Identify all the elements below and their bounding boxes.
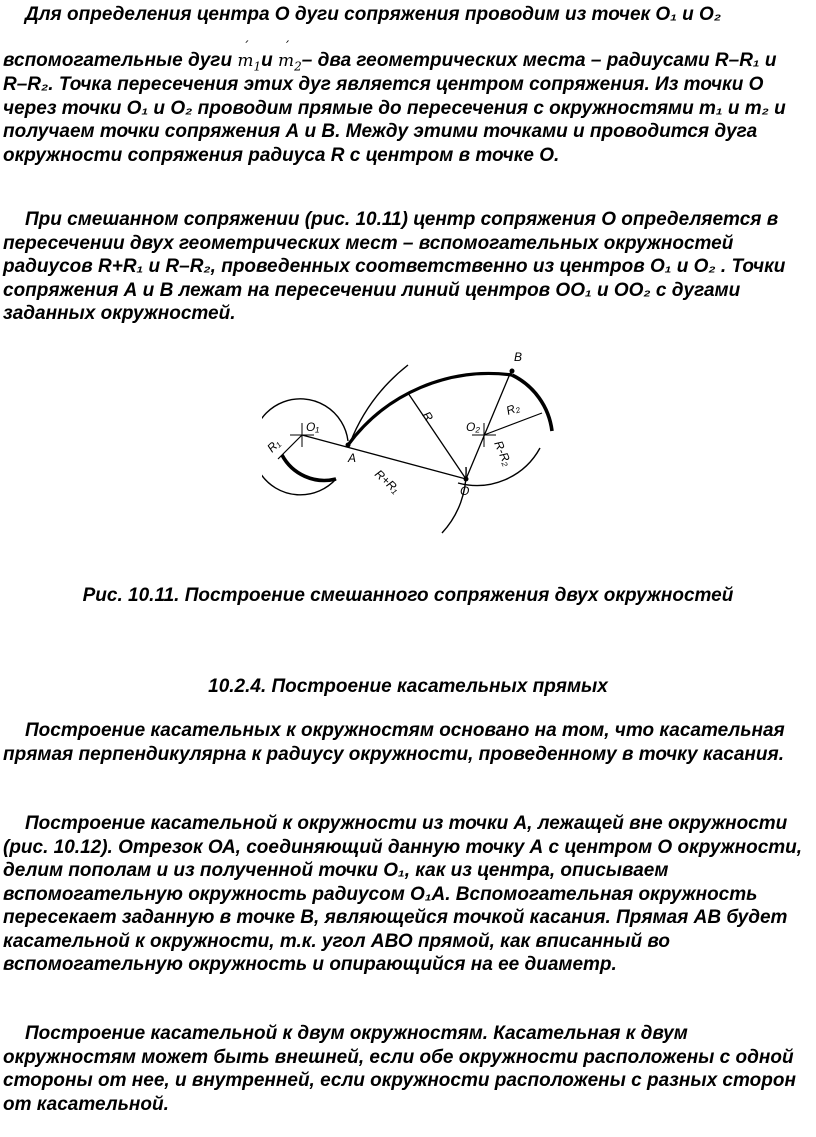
paragraph-line: Для определения центра О дуги сопряжения проводим из точек О₁ и О₂ [25, 4, 722, 25]
auxiliary-arc-r-plus-r1 [442, 467, 466, 533]
text-span: и [261, 49, 278, 71]
label-r2: R₂ [504, 400, 522, 418]
label-b: B [514, 350, 523, 364]
math-symbol: m [277, 50, 295, 71]
section-heading: 10.2.4. Построение касательных прямых [208, 676, 608, 697]
text-span: – два геометрических места – радиусами R–R₁ и R–R₂. Точка пересечения этих дуг является центром сопряжения. Из точки О через точки О₁ и О₂ проводим прямые до пересечения с окружностями m₁ и m₂ и получаем точки сопряжения А и В. Между этими точками и проводится дуга окружности сопряжения радиуса R с центром в точке О. [3, 49, 786, 166]
label-o1: O₁ [306, 420, 320, 434]
label-a: A [348, 451, 357, 465]
math-subscript: 2 [294, 58, 302, 73]
paragraph-tangent-from-point: Построение касательной к окружности из точки А, лежащей вне окружности (рис. 10.12). Отрезок ОА, соединяющий данную точку А с центром О окружности, делим пополам и из полученной точки О₁, как из центра, описываем вспомогательную окружность радиусом О₁А. Вспомогательная окружность пересекает заданную в точке В, являющейся точкой касания. Прямая АВ будет касательной к окружности, т.к. угол АВО прямой, как вписанный во вспомогательную окружность и опирающийся на ее диаметр. [3, 813, 803, 975]
label-r: R [419, 408, 436, 424]
figure-mixed-mating [262, 343, 562, 543]
label-r-minus-r2: R-R₂ [491, 438, 515, 468]
paragraph-tangent-two-circles: Построение касательной к двум окружностям. Касательная к двум окружностям может быть внешней, если обе окружности расположены с одной стороны от нее, и внутренней, если окружности расположены с разных сторон от касательной. [3, 1023, 796, 1115]
figure-caption: Рис. 10.11. Построение смешанного сопряжения двух окружностей [82, 585, 734, 606]
paragraph-mating-arc-center [3, 3, 803, 167]
point-a [346, 443, 351, 448]
label-r-plus-r1: R+R₁ [371, 466, 403, 497]
math-m2: m ′ $_2$ [277, 38, 302, 73]
point-o [464, 477, 469, 482]
text-span: вспомогательные дуги [3, 49, 238, 71]
math-symbol: m [237, 50, 254, 71]
paragraph-line [3, 38, 803, 168]
paragraph-tangent-basics: Построение касательных к окружностям основано на том, что касательная прямая перпендикулярна к радиусу окружности, проведенному в точку касания. [3, 720, 785, 765]
circle-o1-thick-arc [282, 455, 336, 480]
point-b [510, 369, 515, 374]
label-o: O [460, 484, 470, 498]
label-r1: R₁ [264, 436, 283, 456]
math-m1: m ′ $_1$ [237, 38, 262, 73]
paragraph-mixed-mating: При смешанном сопряжении (рис. 10.11) центр сопряжения О определяется в пересечении двух геометрических мест – вспомогательных окружностей радиусов R+R₁ и R–R₂, проведенных соответственно из центров О₁ и О₂ . Точки сопряжения А и В лежат на пересечении линий центров ОО₁ и ОО₂ с дугами заданных окружностей. [3, 209, 786, 324]
label-o2: O₂ [466, 420, 480, 434]
math-subscript: 1 [253, 58, 262, 73]
